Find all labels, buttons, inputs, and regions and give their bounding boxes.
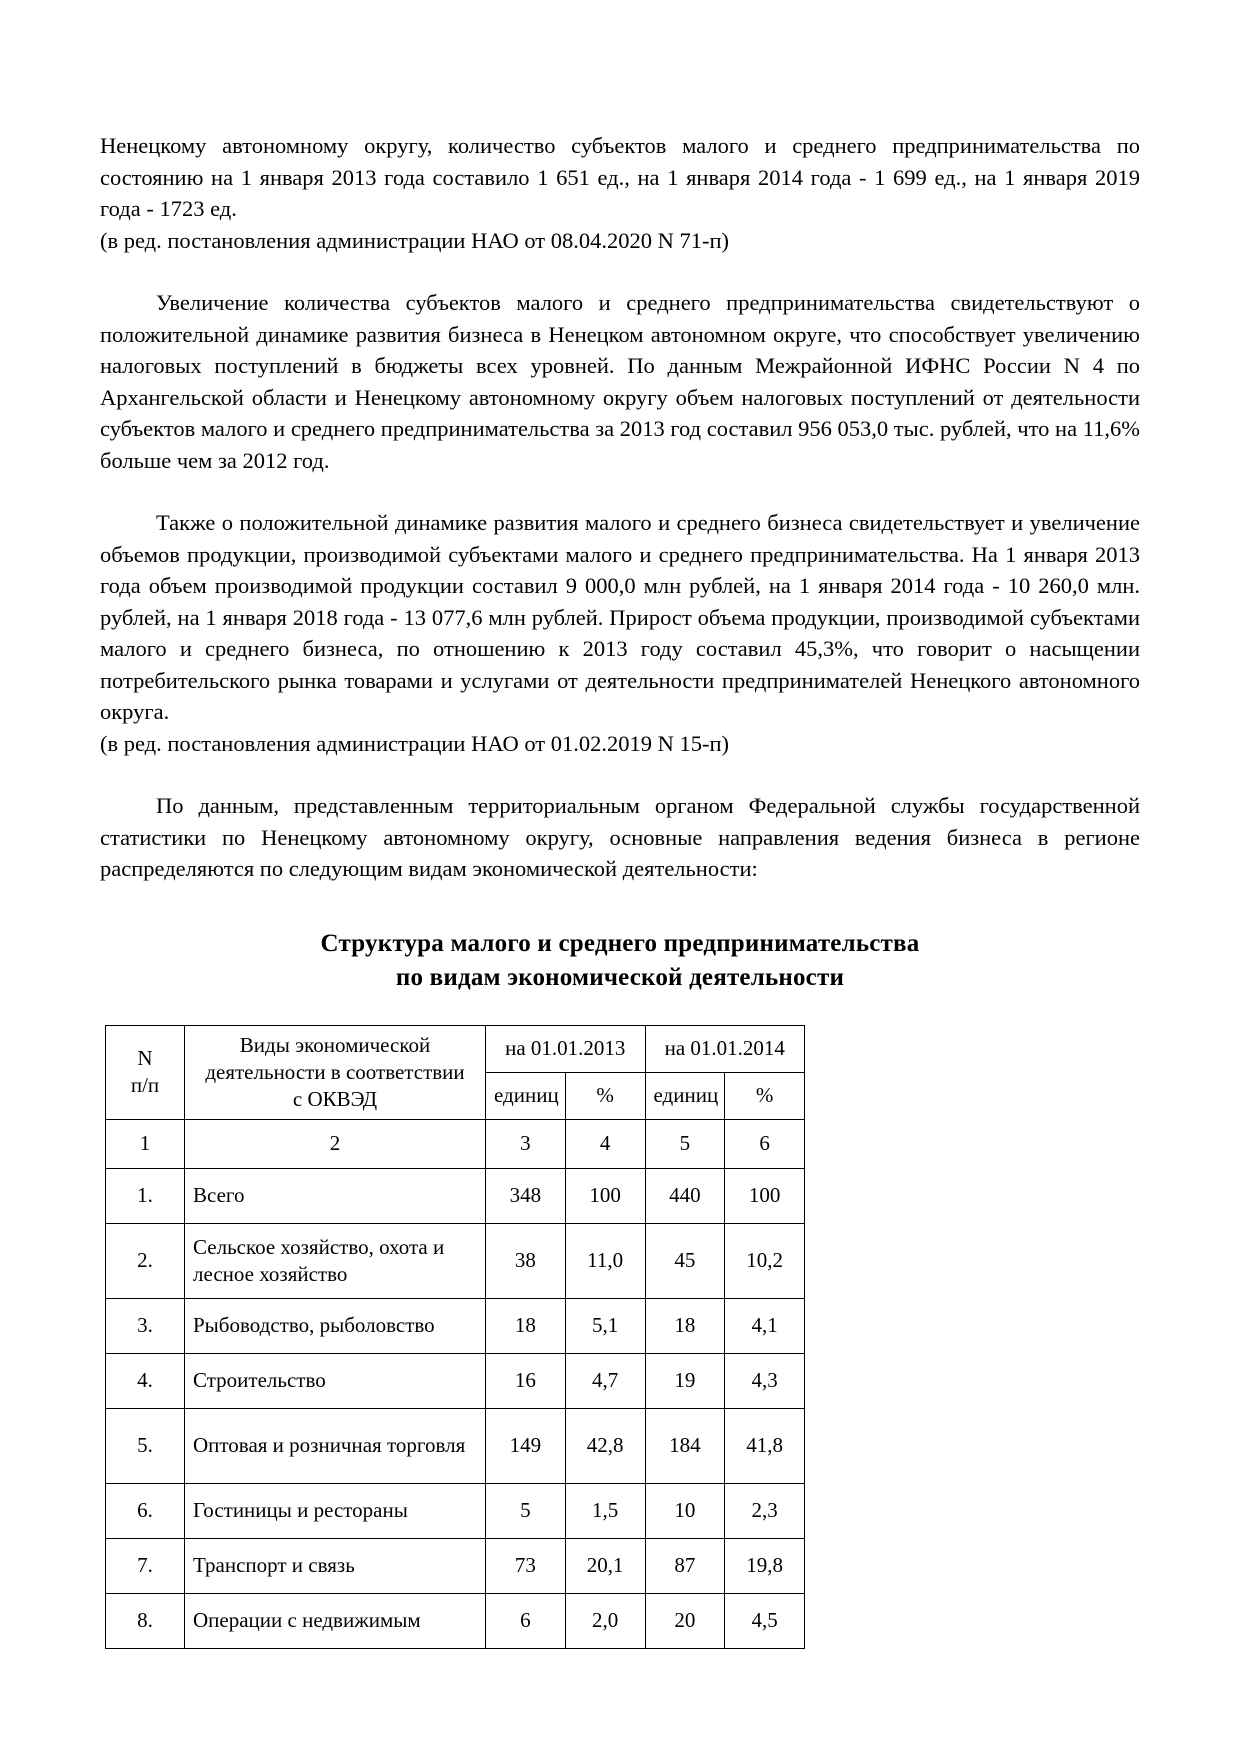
row-number: 6. [106,1483,185,1538]
row-units-2013: 348 [486,1168,566,1223]
row-units-2014: 10 [645,1483,725,1538]
row-percent-2014: 2,3 [725,1483,805,1538]
table-title-line-1: Структура малого и среднего предпринимательства [320,929,920,957]
row-percent-2013: 2,0 [565,1593,645,1648]
row-activity-name: Операции с недвижимым [185,1593,486,1648]
table-header-row-top [106,1025,805,1072]
row-percent-2014: 10,2 [725,1223,805,1298]
paragraph-tax-revenue: Увеличение количества субъектов малого и среднего предпринимательства свидетельствуют о положительной динамике развития бизнеса в Ненецком автономном округе, что способствует увеличению налоговых поступлений в бюджеты всех уровней. По данным Межрайонной ИФНС России N 4 по Архангельской области и Ненецкому автономному округу объем налоговых поступлений от деятельности субъектов малого и среднего предпринимательства за 2013 год составил 956 053,0 тыс. рублей, что на 11,6% больше чем за 2012 год. [100,290,1140,473]
header-cell-percent-2013: % [565,1072,645,1119]
row-percent-2014: 41,8 [725,1408,805,1483]
table-row [106,1483,805,1538]
table-title-line-2: по видам экономической деятельности [395,963,845,991]
header-activity-line-3: с ОКВЭД [292,1086,378,1111]
column-number-3: 3 [486,1119,566,1168]
paragraph-amendment-note-1: (в ред. постановления администрации НАО от 08.04.2020 N 71-п) [100,227,730,253]
row-units-2014: 19 [645,1353,725,1408]
row-number: 4. [106,1353,185,1408]
column-number-5: 5 [645,1119,725,1168]
row-activity-name: Сельское хозяйство, охота и лесное хозяйство [185,1223,486,1298]
row-number: 8. [106,1593,185,1648]
row-units-2014: 45 [645,1223,725,1298]
table-title-block [100,927,1140,995]
row-number: 5. [106,1408,185,1483]
paragraph-amendment-note-2: (в ред. постановления администрации НАО от 01.02.2019 N 15-п) [100,730,730,756]
header-number-line-2: п/п [130,1073,160,1097]
column-number-2: 2 [185,1119,486,1168]
column-number-4: 4 [565,1119,645,1168]
row-activity-name: Оптовая и розничная торговля [185,1408,486,1483]
header-activity-line-2: деятельности в соответствии [205,1059,465,1084]
row-units-2014: 18 [645,1298,725,1353]
paragraph-production-volume: Также о положительной динамике развития малого и среднего бизнеса свидетельствует и увеличение объемов продукции, производимой субъектами малого и среднего предпринимательства. На 1 января 2013 года объем производимой продукции составил 9 000,0 млн рублей, на 1 января 2014 года - 10 260,0 млн. рублей, на 1 января 2018 года - 13 077,6 млн рублей. Прирост объема продукции, производимой субъектами малого и среднего бизнеса, по отношению к 2013 году составил 45,3%, что говорит о насыщении потребительского рынка товарами и услугами от деятельности предпринимателей Ненецкого автономного округа. [100,510,1140,724]
row-activity-name: Всего [185,1168,486,1223]
row-number: 7. [106,1538,185,1593]
table-row [106,1298,805,1353]
row-units-2013: 5 [486,1483,566,1538]
table-row [106,1353,805,1408]
header-cell-number [106,1025,185,1119]
header-activity-line-1: Виды экономической [239,1032,431,1057]
row-percent-2014: 4,5 [725,1593,805,1648]
row-number: 1. [106,1168,185,1223]
row-units-2013: 73 [486,1538,566,1593]
row-percent-2013: 4,7 [565,1353,645,1408]
table-column-number-row [106,1119,805,1168]
header-cell-date-2014: на 01.01.2014 [645,1025,805,1072]
row-units-2014: 184 [645,1408,725,1483]
row-units-2014: 20 [645,1593,725,1648]
header-cell-activity-type [185,1025,486,1119]
paragraph-statistics-intro: По данным, представленным территориальным органом Федеральной службы государственной статистики по Ненецкому автономному округу, основные направления ведения бизнеса в регионе распределяются по следующим видам экономической деятельности: [100,793,1140,881]
table-row [106,1408,805,1483]
header-number-line-1: N [137,1046,153,1070]
row-percent-2013: 5,1 [565,1298,645,1353]
header-cell-percent-2014: % [725,1072,805,1119]
table-body [106,1119,805,1648]
header-cell-units-2013: единиц [486,1072,566,1119]
row-percent-2013: 20,1 [565,1538,645,1593]
row-percent-2014: 4,1 [725,1298,805,1353]
row-percent-2013: 11,0 [565,1223,645,1298]
header-cell-units-2014: единиц [645,1072,725,1119]
row-percent-2013: 100 [565,1168,645,1223]
row-units-2014: 440 [645,1168,725,1223]
row-number: 2. [106,1223,185,1298]
row-units-2014: 87 [645,1538,725,1593]
row-percent-2014: 4,3 [725,1353,805,1408]
row-activity-name: Транспорт и связь [185,1538,486,1593]
row-units-2013: 149 [486,1408,566,1483]
row-units-2013: 16 [486,1353,566,1408]
row-activity-name: Рыбоводство, рыболовство [185,1298,486,1353]
row-percent-2013: 1,5 [565,1483,645,1538]
paragraph-intro: Ненецкому автономному округу, количество субъектов малого и среднего предпринимательства по состоянию на 1 января 2013 года составило 1 651 ед., на 1 января 2014 года - 1 699 ед., на 1 января 2019 года - 1723 ед. [100,133,1140,221]
row-activity-name: Гостиницы и рестораны [185,1483,486,1538]
paragraph-spacer [100,256,1140,287]
row-percent-2013: 42,8 [565,1408,645,1483]
row-units-2013: 6 [486,1593,566,1648]
row-units-2013: 18 [486,1298,566,1353]
table-head [106,1025,805,1119]
column-number-6: 6 [725,1119,805,1168]
table-row [106,1593,805,1648]
structure-table [105,1025,805,1649]
row-units-2013: 38 [486,1223,566,1298]
header-cell-date-2013: на 01.01.2013 [486,1025,646,1072]
table-row [106,1538,805,1593]
table-row [106,1168,805,1223]
row-number: 3. [106,1298,185,1353]
paragraph-spacer [100,759,1140,790]
column-number-1: 1 [106,1119,185,1168]
paragraph-spacer [100,476,1140,507]
row-activity-name: Строительство [185,1353,486,1408]
table-row [106,1223,805,1298]
row-percent-2014: 100 [725,1168,805,1223]
row-percent-2014: 19,8 [725,1538,805,1593]
